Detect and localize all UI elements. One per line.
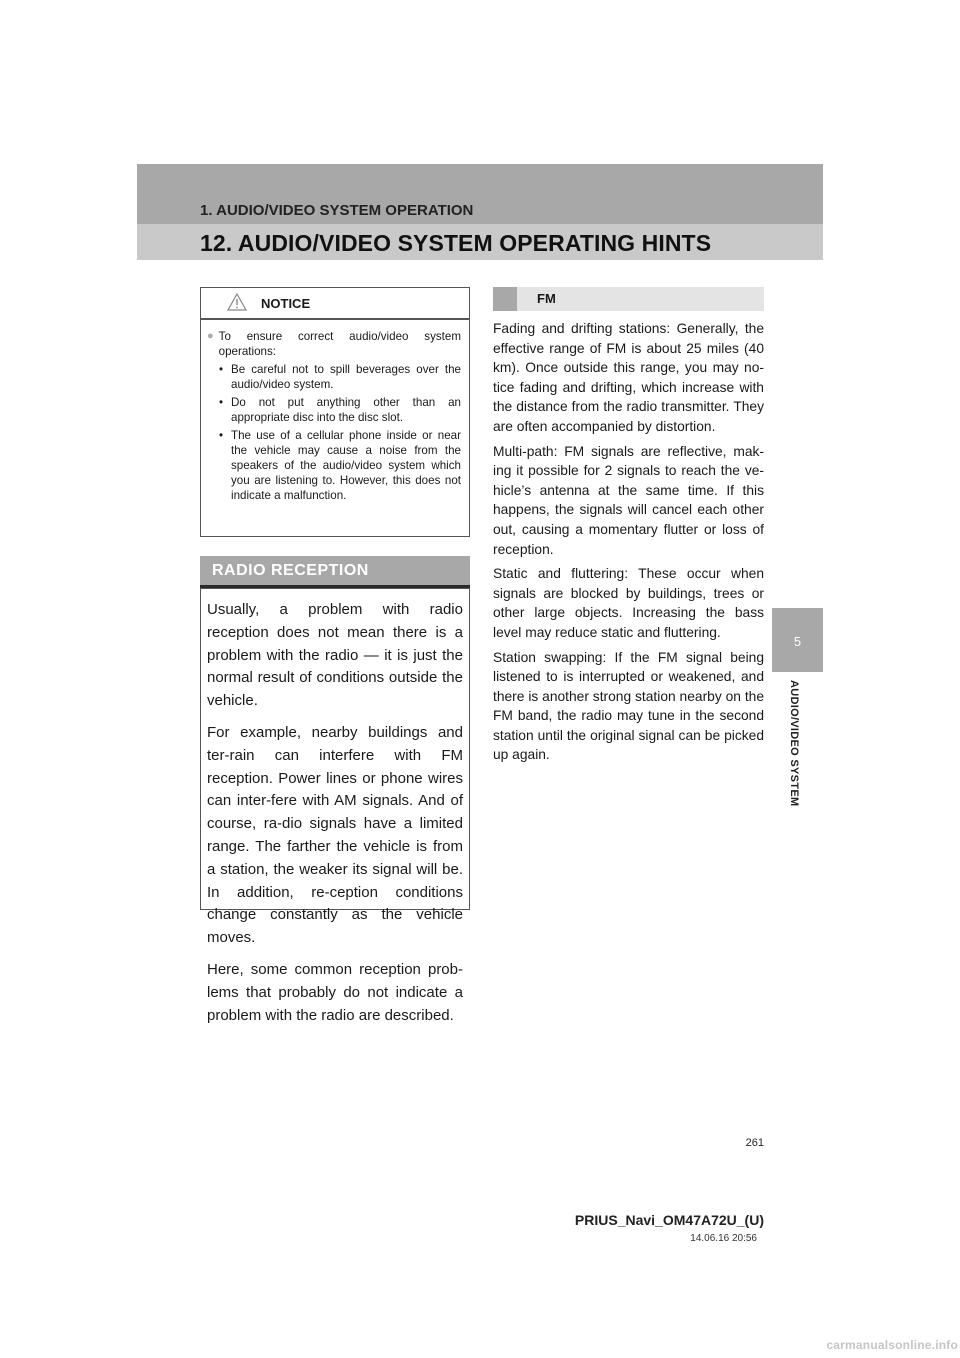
fm-paragraph: Static and fluttering: These occur when signals are blocked by buildings, trees or other large objects. Increasing the bass level may reduce static and fluttering. — [493, 566, 764, 640]
fm-heading — [493, 287, 764, 311]
radio-reception-title: RADIO RECEPTION — [212, 562, 369, 579]
chapter-number: 5 — [793, 634, 802, 649]
fm-marker — [493, 287, 517, 311]
chapter-label: AUDIO/VIDEO SYSTEM — [788, 680, 800, 807]
radio-reception-box — [200, 588, 470, 1024]
notice-body — [201, 320, 469, 503]
notice-lead — [207, 329, 461, 359]
chapter-tab[interactable] — [772, 608, 823, 672]
section-label: 1. AUDIO/VIDEO SYSTEM OPERATION — [200, 202, 474, 219]
notice-lead-text: To ensure correct audio/video system operations: — [218, 330, 461, 358]
notice-list — [219, 362, 461, 503]
notice-item: • Do not put anything other than an appropriate disc into the disc slot. — [219, 395, 461, 425]
header-band — [137, 164, 823, 260]
notice-item: • Be careful not to spill beverages over the audio/video system. — [219, 362, 461, 392]
fm-paragraph: Station swapping: If the FM signal being listened to is interrupted or weakened, and there is another strong station nearby on the FM band, the radio may tune in the second station until the original signal can be picked up again. — [493, 649, 764, 763]
notice-box — [200, 287, 470, 537]
document-id: PRIUS_Navi_OM47A72U_(U) — [574, 1212, 764, 1228]
fm-body — [493, 319, 764, 770]
fm-paragraph: Multi-path: FM signals are reflective, mak-ing it possible for 2 signals to reach the ve-hicle’s antenna at the same time. If this happens, the signals will cancel each other out, causing a momentary flutter or loss of reception. — [493, 443, 764, 557]
fm-paragraph: Fading and drifting stations: Generally, the effective range of FM is about 25 miles (40 km). Once outside this range, you may no-tice fading and drifting, which increase with the distance from the radio transmitter. They are often accompanied by distortion. — [493, 321, 764, 434]
bullet-circle-icon: ● — [207, 330, 214, 342]
notice-title: NOTICE — [261, 296, 311, 311]
watermark: carmanualsonline.info — [826, 1338, 958, 1352]
radio-paragraph: Usually, a problem with radio reception does not mean there is a problem with the radio — it is just the normal result of conditions outside the vehicle. — [207, 601, 463, 710]
document-timestamp: 14.06.16 20:56 — [690, 1233, 757, 1244]
notice-header — [201, 288, 469, 320]
radio-paragraph: For example, nearby buildings and ter-rain can interfere with FM reception. Power lines or phone wires can inter-fere with AM signals. And of course, ra-dio signals have a limited range. The farther the vehicle is from a station, the weaker its signal will be. In addition, re-ception conditions change constantly as the vehicle moves. — [207, 723, 463, 947]
page-number: 261 — [745, 1137, 764, 1149]
radio-reception-heading — [200, 556, 470, 588]
notice-item: • The use of a cellular phone inside or near the vehicle may cause a noise from the speakers of the audio/video system which you are listening to. However, this does not indicate a malfunction. — [219, 428, 461, 503]
radio-paragraph: Here, some common reception prob-lems that probably do not indicate a problem with the radio are described. — [207, 960, 463, 1024]
page-title: 12. AUDIO/VIDEO SYSTEM OPERATING HINTS — [200, 230, 712, 256]
fm-title: FM — [537, 291, 556, 306]
warning-icon — [227, 293, 247, 311]
